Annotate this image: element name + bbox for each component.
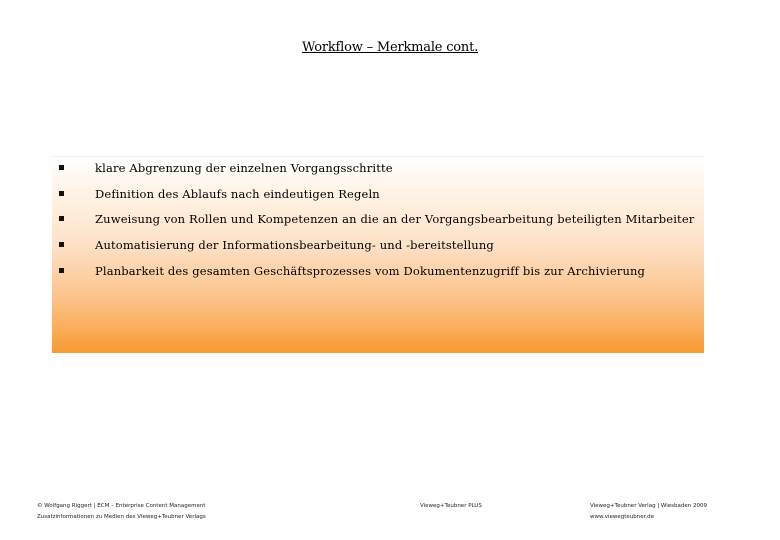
square-bullet-icon xyxy=(59,191,64,196)
list-item xyxy=(52,158,704,178)
list-item xyxy=(52,235,704,255)
square-bullet-icon xyxy=(59,165,64,170)
list-item xyxy=(52,184,704,204)
square-bullet-icon xyxy=(59,242,64,247)
footer-plus-label: Vieweg+Teubner PLUS xyxy=(420,503,482,509)
footer-publisher xyxy=(590,501,707,523)
list-item-text: Planbarkeit des gesamten Geschäftsprozesses vom Dokumentenzugriff bis zur Archivierung xyxy=(95,264,646,278)
list-item xyxy=(52,261,704,281)
list-item xyxy=(52,209,704,229)
list-item-text: Automatisierung der Informationsbearbeitung- und -bereitstellung xyxy=(95,238,494,252)
footer-info-line: Zusatzinformationen zu Medien des Vieweg+Teubner Verlags xyxy=(37,514,206,520)
square-bullet-icon xyxy=(59,268,64,273)
footer-copyright xyxy=(37,501,206,523)
slide-title: Workflow – Merkmale cont. xyxy=(301,40,479,55)
footer-publisher-plus xyxy=(420,501,482,512)
list-item-text: Zuweisung von Rollen und Kompetenzen an die an der Vorgangsbearbeitung beteiligten Mitarbeiter xyxy=(95,212,695,226)
list-item-text: Definition des Ablaufs nach eindeutigen Regeln xyxy=(95,187,380,201)
footer-copyright-line: © Wolfgang Riggert | ECM – Enterprise Content Management xyxy=(37,503,206,509)
content-panel xyxy=(52,156,704,353)
square-bullet-icon xyxy=(59,216,64,221)
footer-website-link[interactable]: www.viewegteubner.de xyxy=(590,514,655,520)
footer-publisher-line: Vieweg+Teubner Verlag | Wiesbaden 2009 xyxy=(590,503,707,509)
list-item-text: klare Abgrenzung der einzelnen Vorgangsschritte xyxy=(95,161,393,175)
